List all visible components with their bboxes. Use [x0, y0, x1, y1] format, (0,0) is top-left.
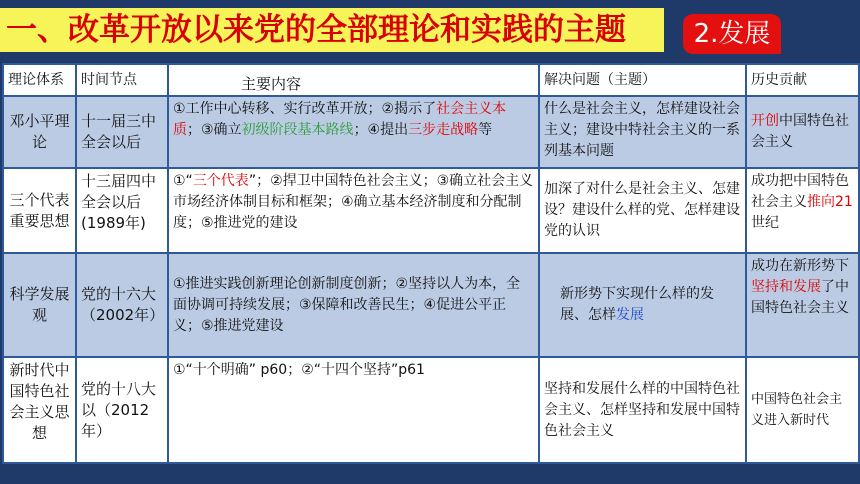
table-header-row — [3, 64, 859, 96]
row-content: ①“十个明确” p60；②“十四个坚持”p61 — [168, 357, 539, 463]
header-main-content: 主要内容 — [168, 64, 539, 96]
row-system: 邓小平理论 — [3, 96, 76, 168]
row-problem: 新形势下实现什么样的发展、怎样发展 — [539, 253, 746, 357]
row-content: ①工作中心转移、实行改革开放；②揭示了社会主义本质；③确立初级阶段基本路线；④提出三步走战略等 — [168, 96, 539, 168]
table-row — [3, 96, 859, 168]
row-system: 新时代中国特色社会主义思想 — [3, 357, 76, 463]
row-content: ①推进实践创新理论创新制度创新；②坚持以人为本，全面协调可持续发展；③保障和改善民生；④促进公平正义；⑤推进党建设 — [168, 253, 539, 357]
row-contribution: 中国特色社会主义进入新时代 — [746, 357, 859, 463]
section-badge: 2.发展 — [683, 14, 781, 54]
table-row — [3, 357, 859, 463]
row-time: 十三届四中全会以后(1989年) — [76, 168, 168, 253]
row-system: 科学发展观 — [3, 253, 76, 357]
row-problem: 加深了对什么是社会主义、怎建设？建设什么样的党、怎样建设党的认识 — [539, 168, 746, 253]
theory-table — [2, 63, 860, 464]
row-time: 党的十八大以（2012年） — [76, 357, 168, 463]
row-system: 三个代表重要思想 — [3, 168, 76, 253]
row-problem: 什么是社会主义，怎样建设社会主义；建设中特社会主义的一系列基本问题 — [539, 96, 746, 168]
page-title: 一、改革开放以来党的全部理论和实践的主题 — [0, 8, 664, 52]
header-time-node: 时间节点 — [76, 64, 168, 96]
row-contribution: 开创中国特色社会主义 — [746, 96, 859, 168]
row-time: 党的十六大（2002年） — [76, 253, 168, 357]
row-time: 十一届三中全会以后 — [76, 96, 168, 168]
table-row — [3, 168, 859, 253]
header-theory-system: 理论体系 — [3, 64, 76, 96]
header-problem: 解决问题（主题） — [539, 64, 746, 96]
table-row — [3, 253, 859, 357]
row-content: ①“三个代表”；②捍卫中国特色社会主义；③确立社会主义市场经济体制目标和框架；④确立基本经济制度和分配制度；⑤推进党的建设 — [168, 168, 539, 253]
row-problem: 坚持和发展什么样的中国特色社会主义、怎样坚持和发展中国特色社会主义 — [539, 357, 746, 463]
row-contribution: 成功把中国特色社会主义推向21世纪 — [746, 168, 859, 253]
header-contribution: 历史贡献 — [746, 64, 859, 96]
row-contribution: 成功在新形势下坚持和发展了中国特色社会主义 — [746, 253, 859, 357]
